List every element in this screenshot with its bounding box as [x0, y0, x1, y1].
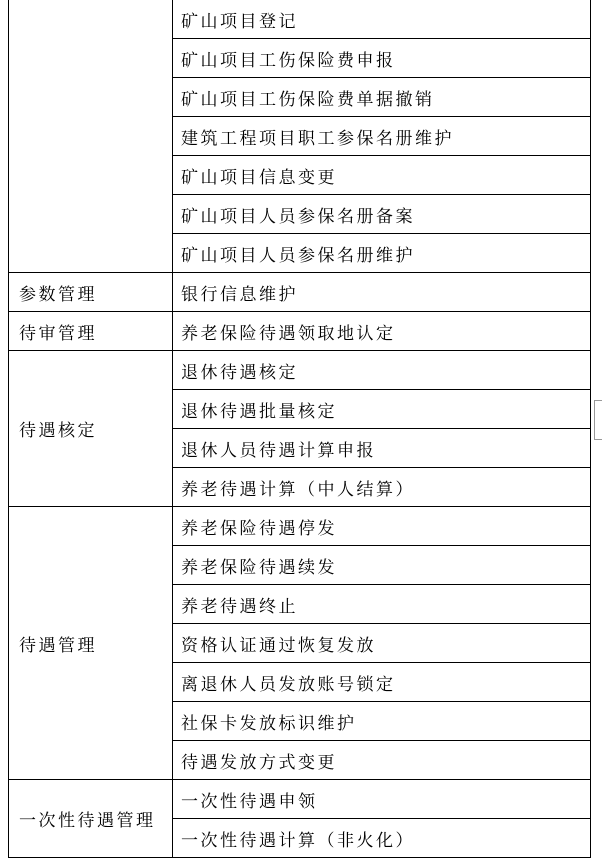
item-cell: 养老保险待遇停发	[173, 507, 591, 546]
item-cell: 退休待遇批量核定	[173, 390, 591, 429]
item-cell: 矿山项目人员参保名册备案	[173, 195, 591, 234]
item-cell: 养老待遇计算（中人结算）	[173, 468, 591, 507]
category-benefit-verification: 待遇核定	[9, 351, 173, 507]
item-cell: 矿山项目信息变更	[173, 156, 591, 195]
item-cell: 社保卡发放标识维护	[173, 702, 591, 741]
item-cell: 养老保险待遇续发	[173, 546, 591, 585]
item-cell: 离退休人员发放账号锁定	[173, 663, 591, 702]
category-benefit-management: 待遇管理	[9, 507, 173, 780]
category-pending-review: 待审管理	[9, 312, 173, 351]
item-cell: 养老保险待遇领取地认定	[173, 312, 591, 351]
category-parameter-management: 参数管理	[9, 273, 173, 312]
category-cell-continued	[9, 0, 173, 273]
item-cell: 一次性待遇申领	[173, 780, 591, 819]
item-cell: 养老待遇终止	[173, 585, 591, 624]
item-cell: 一次性待遇计算（非火化）	[173, 819, 591, 858]
item-cell: 退休人员待遇计算申报	[173, 429, 591, 468]
item-cell: 矿山项目登记	[173, 0, 591, 39]
item-cell: 矿山项目工伤保险费申报	[173, 39, 591, 78]
category-lump-sum-benefit: 一次性待遇管理	[9, 780, 173, 858]
service-table	[8, 0, 591, 858]
item-cell: 矿山项目人员参保名册维护	[173, 234, 591, 273]
item-cell: 银行信息维护	[173, 273, 591, 312]
item-cell: 资格认证通过恢复发放	[173, 624, 591, 663]
item-cell: 矿山项目工伤保险费单据撤销	[173, 78, 591, 117]
item-cell: 建筑工程项目职工参保名册维护	[173, 117, 591, 156]
item-cell: 退休待遇核定	[173, 351, 591, 390]
item-cell: 待遇发放方式变更	[173, 741, 591, 780]
margin-bracket-mark	[594, 400, 602, 440]
